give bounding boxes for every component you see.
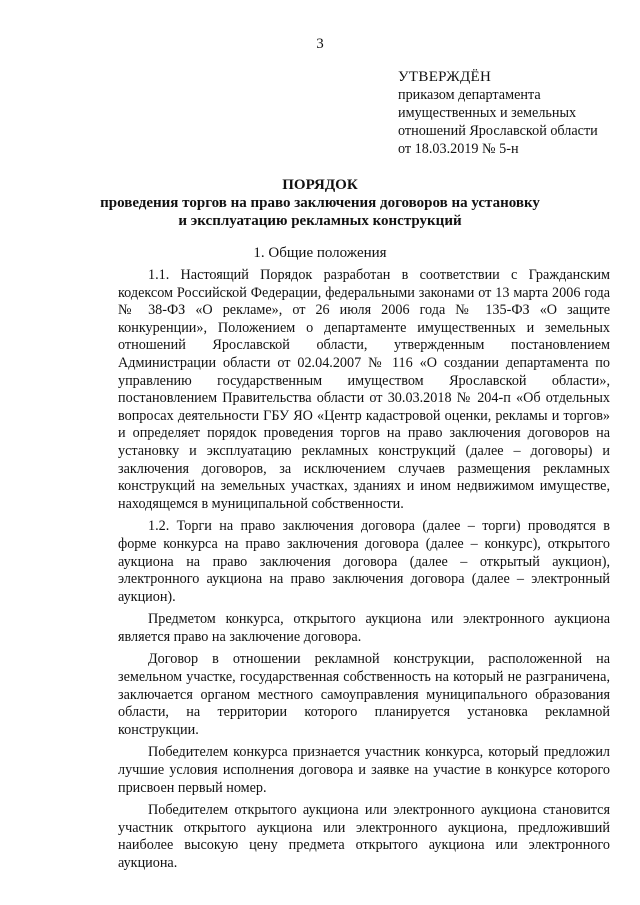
body-text xyxy=(118,267,610,873)
paragraph: Победителем открытого аукциона или электронного аукциона становится участник открытого аукциона или электронного аукциона, предложивший наиболее высокую цену предмета открытого аукциона или электронного аукциона. xyxy=(118,802,610,871)
paragraph: Предметом конкурса, открытого аукциона или электронного аукциона является право на заключение договора. xyxy=(118,611,610,645)
approval-line: отношений Ярославской области xyxy=(398,123,598,139)
paragraph: Победителем конкурса признается участник конкурса, который предложил лучшие условия исполнения договора и заявке на участие в конкурсе которого присвоен первый номер. xyxy=(118,744,610,796)
document-title-line: проведения торгов на право заключения договоров на установку xyxy=(100,195,540,211)
approval-stamp xyxy=(398,68,628,158)
approval-line: приказом департамента xyxy=(398,87,541,103)
paragraph: 1.2. Торги на право заключения договора (далее – торги) проводятся в форме конкурса на право заключения договора (далее – конкурс), открытого аукциона на право заключения договора (далее – открытый аукцион), электронного аукциона на право заключения договора (далее – электронный аукцион). xyxy=(118,518,610,605)
paragraph: Договор в отношении рекламной конструкции, расположенной на земельном участке, государственная собственность на который не разграничена, заключается органом местного самоуправления муниципального образования области, на территории которого планируется установка рекламной конструкции. xyxy=(118,651,610,738)
document-title-line: и эксплуатацию рекламных конструкций xyxy=(178,213,462,229)
paragraph: 1.1. Настоящий Порядок разработан в соответствии с Гражданским кодексом Российской Федерации, федеральными законами от 13 марта 2006 года № 38-ФЗ «О рекламе», от 26 июля 2006 года № 135-ФЗ «О защите конкуренции», Положением о департаменте имущественных и земельных отношений Ярославской области, утвержденным постановлением Администрации области от 02.04.2007 № 116 «О создании департамента по управлению государственным имуществом Ярославской области», постановлением Правительства области от 30.03.2018 № 204-п «Об отдельных вопросах деятельности ГБУ ЯО «Центр кадастровой оценки, рекламы и торгов» и определяет порядок проведения торгов на право заключения договоров на установку и эксплуатацию рекламных конструкций (далее – договоры) и заключения договоров, за исключением случаев размещения рекламных конструкций на земельных участках, зданиях и ином недвижимом имуществе, находящемся в муниципальной собственности. xyxy=(118,267,610,512)
section-heading: 1. Общие положения xyxy=(253,245,387,261)
approval-line: от 18.03.2019 № 5-н xyxy=(398,141,519,157)
page-number: 3 xyxy=(316,36,324,52)
document-title-line: ПОРЯДОК xyxy=(282,177,358,193)
document-title xyxy=(0,176,640,230)
approval-line: имущественных и земельных xyxy=(398,105,577,121)
approval-title: УТВЕРЖДЁН xyxy=(398,69,492,85)
